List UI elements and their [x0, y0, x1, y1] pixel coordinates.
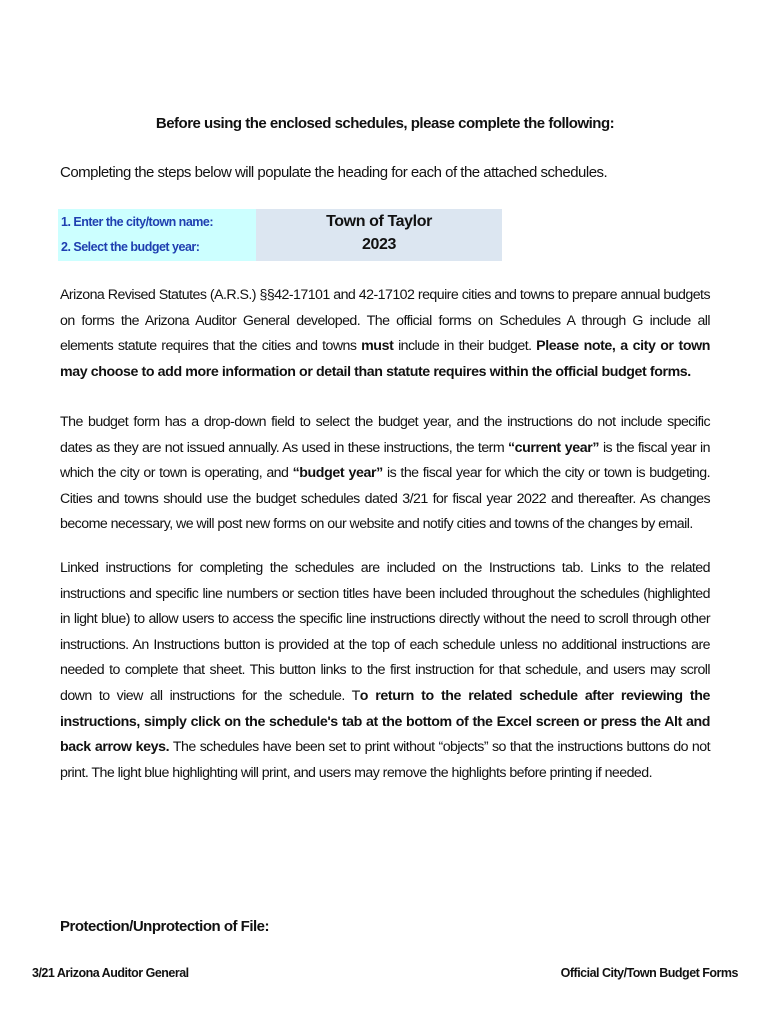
statute-bold-must: must [361, 338, 394, 355]
statute-text-2: include in their budget. [393, 338, 537, 355]
intro-text: Completing the steps below will populate the heading for each of the attached schedules. [60, 164, 608, 181]
budget-form-text-1: The budget form has a drop-down field to select the budget year, and the instructions do not include specific dates as they are not issued annually. As used in these instructions, the term [60, 414, 710, 456]
statute-text-1: Arizona Revised Statutes (A.R.S.) §§42-17101 and 42-17102 require cities and towns to prepare annual budgets on forms the Arizona Auditor General developed. The official forms on Schedules A through G include all elements statute requires that the cities and towns [60, 287, 710, 355]
budget-year-term: “budget year” [292, 465, 383, 482]
footer-left: 3/21 Arizona Auditor General [32, 966, 189, 980]
instructions-text-2: The schedules have been set to print without “objects” so that the instructions buttons do not print. The light blue highlighting will print, and users may remove the highlights before printing if needed. [60, 739, 710, 781]
current-year-term: “current year” [507, 439, 600, 456]
instructions-bold-return: o return to the related schedule after reviewing the instructions, simply click on the schedule's tab at the bottom of the Excel screen or press the Alt and back arrow keys. [60, 687, 710, 756]
budget-year-select[interactable]: 2023 [362, 236, 396, 253]
heading-inputs-table [58, 209, 502, 261]
budget-form-text-3: is the fiscal year for which the city or town is budgeting. Cities and towns should use the budget schedules dated 3/21 for fiscal year 2022 and thereafter. As changes become necessary, we will post new forms on our website and notify cities and towns of the changes by email. [60, 465, 711, 533]
protection-heading: Protection/Unprotection of File: [60, 918, 269, 935]
city-name-field[interactable]: Town of Taylor [326, 213, 432, 230]
budget-form-text-2: is the fiscal year in which the city or town is operating, and [60, 439, 711, 482]
city-name-label: 1. Enter the city/town name: [61, 215, 214, 229]
input-labels-cell [58, 209, 256, 261]
statute-bold-note: Please note, a city or town may choose to add more information or detail than statute requires within the official budget forms. [60, 338, 710, 380]
instructions-text-1: Linked instructions for completing the schedules are included on the Instructions tab. Links to the related instructions and specific line numbers or section titles have been included throughout the schedules (highlighted in light blue) to allow users to access the specific line instructions directly without the need to scroll through other instructions. An Instructions button is provided at the top of each schedule unless no additional instructions are needed to complete that sheet. This button links to the first instruction for that schedule, and users may scroll down to view all instructions for the schedule. T [60, 560, 710, 704]
input-values-cell[interactable] [256, 209, 502, 261]
page-heading: Before using the enclosed schedules, please complete the following: [155, 115, 615, 132]
budget-year-label: 2. Select the budget year: [61, 240, 200, 254]
instructions-paragraph [60, 556, 710, 786]
statute-paragraph [60, 283, 710, 385]
budget-form-paragraph [60, 410, 710, 538]
footer-right: Official City/Town Budget Forms [560, 966, 738, 980]
